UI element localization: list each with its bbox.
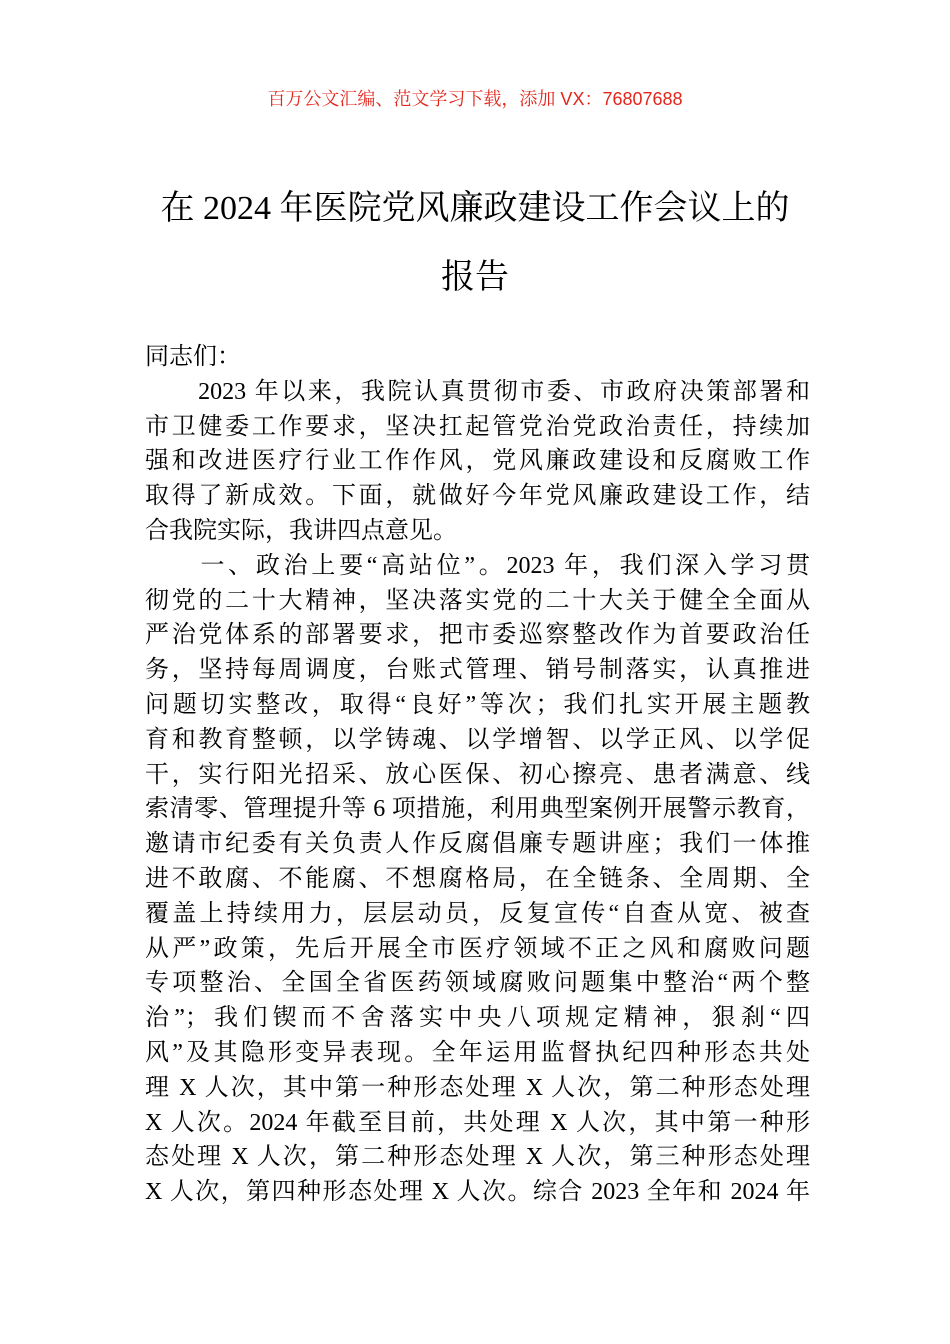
body-line: 务，坚持每周调度，台账式管理、销号制落实，认真推进 (145, 657, 810, 684)
body-line: X 人次，第四种形态处理 X 人次。综合 2023 全年和 2024 年 (145, 1179, 810, 1206)
body-line: 覆盖上持续用力，层层动员，反复宣传“自查从宽、被查 (145, 900, 810, 927)
body-line: 干，实行阳光招采、放心医保、初心擦亮、患者满意、线 (145, 761, 810, 788)
body-line: 一、政治上要“高站位”。2023 年，我们深入学习贯 (145, 552, 810, 579)
body-line: 态处理 X 人次，第二种形态处理 X 人次，第三种形态处理 (145, 1144, 810, 1171)
body-line: 问题切实整改，取得“良好”等次；我们扎实开展主题教 (145, 691, 810, 718)
body-line: X 人次。2024 年截至目前，共处理 X 人次，其中第一种形 (145, 1109, 810, 1136)
body-line: 市卫健委工作要求，坚决扛起管党治党政治责任，持续加 (145, 413, 810, 440)
body-line: 严治党体系的部署要求，把市委巡察整改作为首要政治任 (145, 622, 810, 649)
body-line: 理 X 人次，其中第一种形态处理 X 人次，第二种形态处理 (145, 1074, 810, 1101)
body-line: 合我院实际，我讲四点意见。 (145, 517, 457, 544)
body-line: 2023 年以来，我院认真贯彻市委、市政府决策部署和 (145, 378, 810, 405)
body-line: 从严”政策，先后开展全市医疗领域不正之风和腐败问题 (145, 935, 810, 962)
body-line: 进不敢腐、不能腐、不想腐格局，在全链条、全周期、全 (145, 865, 810, 892)
body-line: 邀请市纪委有关负责人作反腐倡廉专题讲座；我们一体推 (145, 831, 810, 858)
body-line: 索清零、管理提升等 6 项措施，利用典型案例开展警示教育， (145, 796, 810, 823)
body-line: 同志们： (145, 344, 241, 370)
body-line: 风”及其隐形变异表现。全年运用监督执纪四种形态共处 (145, 1039, 810, 1066)
document-title-line-2: 报告 (441, 259, 509, 296)
document-title-line-1: 在 2024 年医院党风廉政建设工作会议上的 (160, 190, 790, 227)
document-body (145, 340, 810, 1210)
body-line: 治”；我们锲而不舍落实中央八项规定精神，狠刹“四 (145, 1005, 810, 1032)
body-line: 强和改进医疗行业工作作风，党风廉政建设和反腐败工作 (145, 448, 810, 475)
body-line: 育和教育整顿，以学铸魂、以学增智、以学正风、以学促 (145, 726, 810, 753)
body-line: 专项整治、全国全省医药领域腐败问题集中整治“两个整 (145, 970, 810, 997)
body-line: 取得了新成效。下面，就做好今年党风廉政建设工作，结 (145, 483, 810, 510)
body-line: 彻党的二十大精神，坚决落实党的二十大关于健全全面从 (145, 587, 810, 614)
promo-header: 百万公文汇编、范文学习下载，添加 VX：76807688 (267, 89, 683, 109)
